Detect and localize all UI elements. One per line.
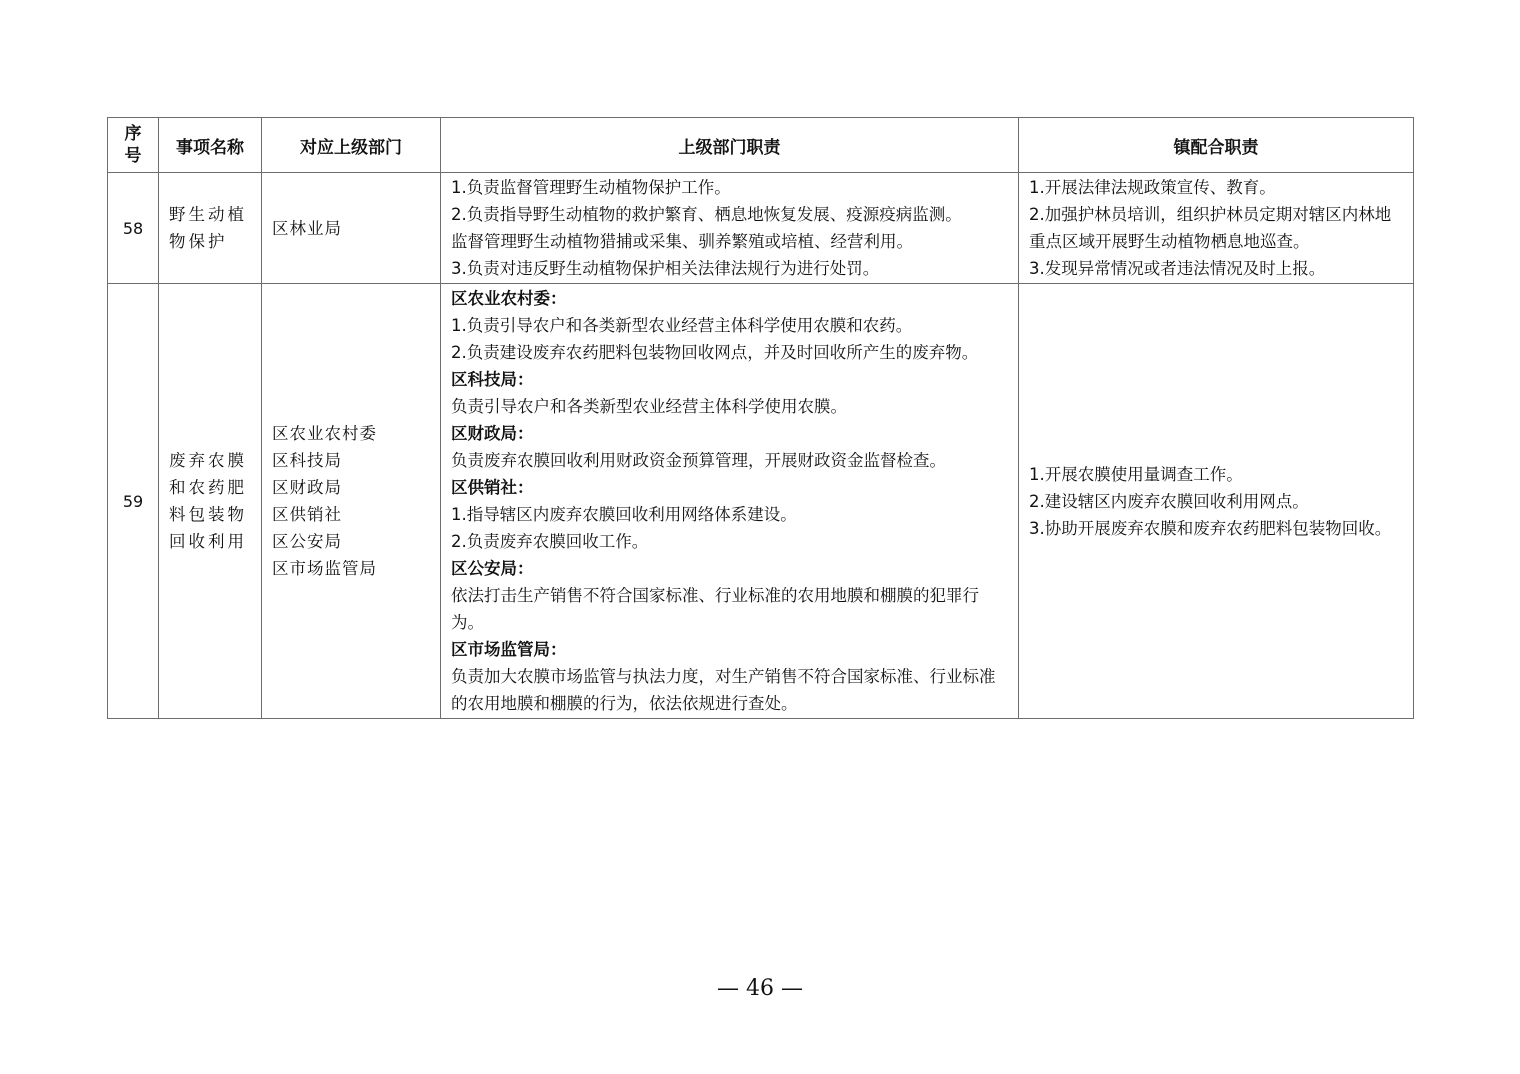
row-item-name: 野生动植物保护	[159, 173, 262, 284]
row-dept-list	[262, 173, 441, 284]
duty-line: 3.负责对违反野生动植物保护相关法律法规行为进行处罚。	[451, 259, 880, 278]
duty-line: 1.负责监督管理野生动植物保护工作。	[451, 178, 731, 197]
duty-line: 负责引导农户和各类新型农业经营主体科学使用农膜。	[451, 397, 847, 416]
dept-item: 区公安局	[272, 532, 342, 551]
dept-item: 区农业农村委	[272, 424, 377, 443]
dept-heading: 区供销社：	[451, 478, 534, 497]
dept-item: 区供销社	[272, 505, 342, 524]
header-upper: 上级部门职责	[441, 118, 1019, 173]
row-dept-list	[262, 284, 441, 719]
header-row	[108, 118, 1414, 173]
dept-heading: 区农业农村委：	[451, 289, 567, 308]
duty-line: 3.协助开展废弃农膜和废弃农药肥料包装物回收。	[1029, 518, 1392, 538]
duty-line: 2.负责建设废弃农药肥料包装物回收网点，并及时回收所产生的废弃物。	[451, 343, 979, 362]
dept-heading: 区科技局：	[451, 370, 534, 389]
duty-line: 1.负责引导农户和各类新型农业经营主体科学使用农膜和农药。	[451, 316, 913, 335]
duty-line: 2.负责废弃农膜回收工作。	[451, 532, 649, 551]
duty-line: 负责加大农膜市场监管与执法力度，对生产销售不符合国家标准、行业标准的农用地膜和棚膜的行为，依法依规进行查处。	[451, 667, 996, 713]
duty-line: 负责废弃农膜回收利用财政资金预算管理，开展财政资金监督检查。	[451, 451, 946, 470]
dept-item: 区市场监管局	[272, 559, 377, 578]
duty-line: 1.开展农膜使用量调查工作。	[1029, 464, 1243, 484]
duty-line: 1.开展法律法规政策宣传、教育。	[1029, 178, 1276, 197]
header-town: 镇配合职责	[1019, 118, 1414, 173]
row-upper-duty	[441, 173, 1019, 284]
dept-heading: 区公安局：	[451, 559, 534, 578]
table-row	[108, 173, 1414, 284]
row-town-duty	[1019, 173, 1414, 284]
duty-line: 2.加强护林员培训，组织护林员定期对辖区内林地重点区域开展野生动植物栖息地巡查。	[1029, 205, 1392, 251]
duty-line: 2.负责指导野生动植物的救护繁育、栖息地恢复发展、疫源疫病监测。	[451, 205, 962, 224]
row-upper-duty	[441, 284, 1019, 719]
duty-line: 1.指导辖区内废弃农膜回收利用网络体系建设。	[451, 505, 797, 524]
dept-item: 区林业局	[272, 218, 342, 238]
duty-line: 2.建设辖区内废弃农膜回收利用网点。	[1029, 491, 1309, 511]
row-item-name: 废弃农膜和农药肥料包装物回收利用	[159, 284, 262, 719]
dept-item: 区财政局	[272, 478, 342, 497]
header-name: 事项名称	[159, 118, 262, 173]
duty-line: 依法打击生产销售不符合国家标准、行业标准的农用地膜和棚膜的犯罪行为。	[451, 586, 979, 632]
dept-item: 区科技局	[272, 451, 342, 470]
dept-heading: 区市场监管局：	[451, 640, 567, 659]
duty-table	[107, 117, 1414, 719]
table-row	[108, 284, 1414, 719]
row-town-duty	[1019, 284, 1414, 719]
row-seq: 59	[108, 284, 159, 719]
row-seq: 58	[108, 173, 159, 284]
header-seq: 序号	[108, 118, 159, 173]
duty-line: 监督管理野生动植物猎捕或采集、驯养繁殖或培植、经营利用。	[451, 232, 913, 251]
duty-line: 3.发现异常情况或者违法情况及时上报。	[1029, 259, 1326, 278]
page-number: — 46 —	[717, 976, 803, 1001]
header-dept: 对应上级部门	[262, 118, 441, 173]
dept-heading: 区财政局：	[451, 424, 534, 443]
